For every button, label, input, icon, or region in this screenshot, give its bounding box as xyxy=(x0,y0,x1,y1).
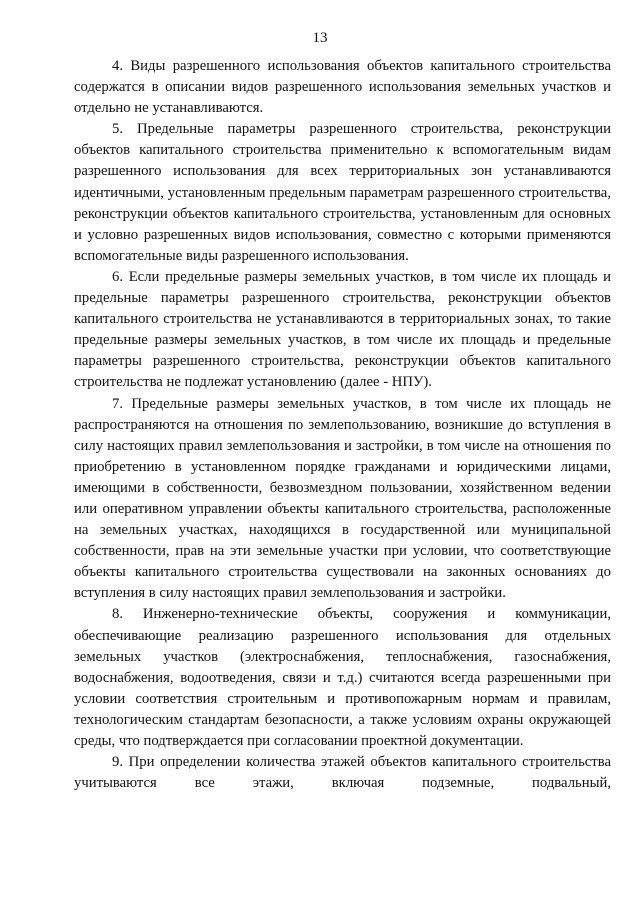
page-number: 13 xyxy=(312,30,328,46)
paragraph-4: 4. Виды разрешенного использования объектов капитального строительства содержатся в описании видов разрешенного использования земельных участков и отдельно не устанавливаются. xyxy=(74,58,611,117)
paragraph-7: 7. Предельные размеры земельных участков, в том числе их площадь не распространяются на отношения по землепользованию, возникшие до вступления в силу настоящих правил землепользования и застройки, в том числе на отношения по приобретению в установленном порядке гражданами и юридическими лицами, имеющими в собственности, безвозмездном пользовании, хозяйственном ведении или оперативном управлении объекты капитального строительства, расположенные на земельных участках, находящихся в государственной или муниципальной собственности, прав на эти земельные участки при условии, что соответствующие объекты капитального строительства существовали на законных основаниях до вступления в силу настоящих правил землепользования и застройки. xyxy=(74,395,611,602)
paragraph-5: 5. Предельные параметры разрешенного строительства, реконструкции объектов капитального строительства применительно к вспомогательным видам разрешенного использования для всех территориальных зон устанавливаются идентичными, установленным предельным параметрам разрешенного строительства, реконструкции объектов капитального строительства, установленным для основных и условно разрешенных видов использования, совместно с которыми применяются вспомогательные виды разрешенного использования. xyxy=(74,121,611,264)
paragraph-8: 8. Инженерно-технические объекты, сооружения и коммуникации, обеспечивающие реализацию разрешенного использования для отдельных земельных участков (электроснабжения, теплоснабжения, газоснабжения, водоснабжения, водоотведения, связи и т.д.) считаются всегда разрешенными при условии соответствия строительным и противопожарным нормам и правилам, технологическим стандартам безопасности, а также условиям охраны окружающей среды, что подтверждается при согласовании проектной документации. xyxy=(74,606,611,749)
paragraph-6: 6. Если предельные размеры земельных участков, в том числе их площадь и предельные параметры разрешенного строительства, реконструкции объектов капитального строительства не устанавливаются в территориальных зонах, то такие предельные размеры земельных участков, в том числе их площадь и предельные параметры разрешенного строительства, реконструкции объектов капитального строительства не подлежат установлению (далее - НПУ). xyxy=(74,268,611,391)
document-body xyxy=(74,56,611,794)
paragraph-9: 9. При определении количества этажей объектов капитального строительства учитываются все этажи, включая подземные, подвальный, xyxy=(74,754,611,792)
